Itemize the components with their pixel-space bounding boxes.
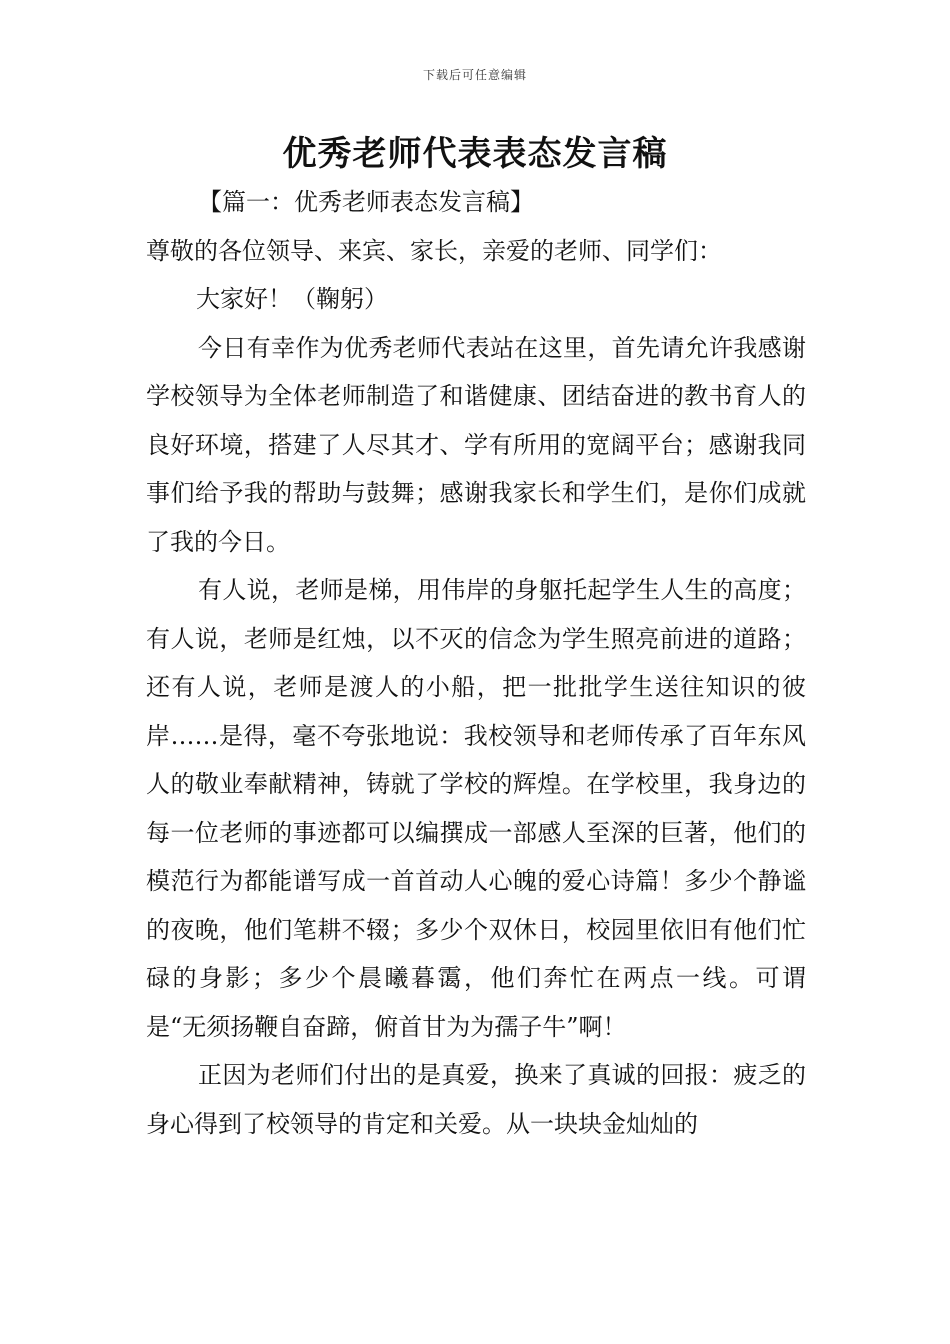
salutation: 尊敬的各位领导、来宾、家长，亲爱的老师、同学们：: [146, 236, 722, 265]
document-title: 优秀老师代表表态发言稿: [282, 134, 668, 174]
paragraph-3: 正因为老师们付出的是真爱，换来了真诚的回报：疲乏的身心得到了校领导的肯定和关爱。从一块块金灿灿的: [146, 1061, 806, 1138]
header-note: 下载后可任意编辑: [422, 68, 527, 82]
paragraph-2: 有人说，老师是梯，用伟岸的身躯托起学生人生的高度；有人说，老师是红烛，以不灭的信念为学生照亮前进的道路；还有人说，老师是渡人的小船，把一批批学生送往知识的彼岸……是得，毫不夸张地说：我校领导和老师传承了百年东风人的敬业奉献精神，铸就了学校的辉煌。在学校里，我身边的每一位老师的事迹都可以编撰成一部感人至深的巨著，他们的模范行为都能谱写成一首首动人心魄的爱心诗篇！多少个静谧的夜晚，他们笔耕不辍；多少个双休日，校园里依旧有他们忙碌的身影；多少个晨曦暮霭，他们奔忙在两点一线。可谓是“无须扬鞭自奋蹄，俯首甘为为孺子牛”啊！: [146, 576, 806, 1041]
greeting: 大家好！（鞠躬）: [196, 285, 388, 313]
document-body: [146, 178, 806, 1148]
section-heading: 【篇一：优秀老师表态发言稿】: [198, 188, 534, 216]
paragraph-1: 今日有幸作为优秀老师代表站在这里，首先请允许我感谢学校领导为全体老师制造了和谐健康、团结奋进的教书育人的良好环境，搭建了人尽其才、学有所用的宽阔平台；感谢我同事们给予我的帮助与鼓舞；感谢我家长和学生们，是你们成就了我的今日。: [146, 333, 806, 556]
